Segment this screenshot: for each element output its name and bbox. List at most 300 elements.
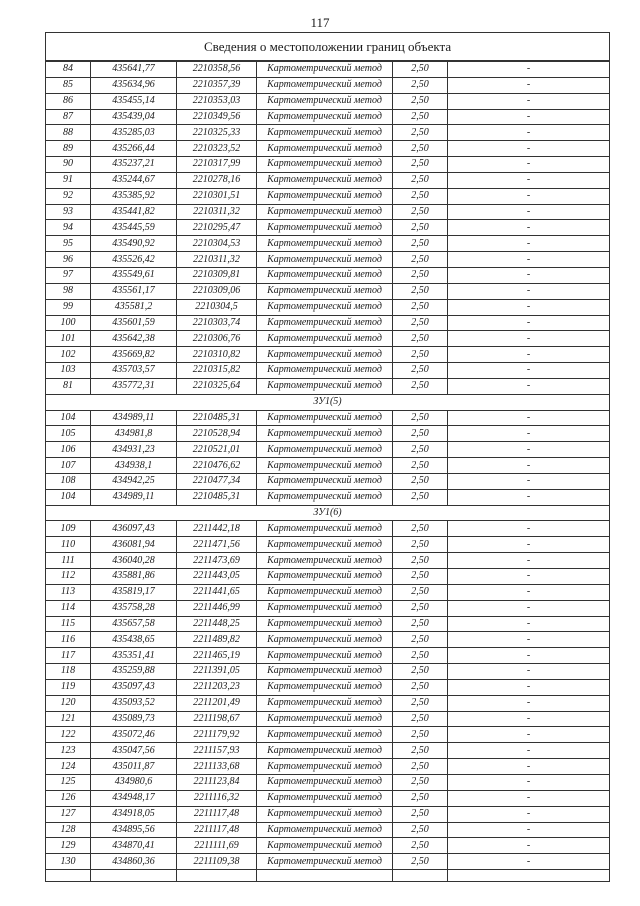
x-coordinate-cell: 434980,6	[91, 774, 177, 790]
y-coordinate-cell: 2211443,05	[177, 569, 257, 585]
point-number-cell: 109	[46, 521, 91, 537]
accuracy-cell: 2,50	[393, 61, 448, 77]
point-number-cell: 121	[46, 711, 91, 727]
y-coordinate-cell: 2211179,92	[177, 727, 257, 743]
point-number-cell: 115	[46, 616, 91, 632]
method-cell: Картометрический метод	[257, 426, 393, 442]
method-cell: Картометрический метод	[257, 299, 393, 315]
accuracy-cell: 2,50	[393, 759, 448, 775]
x-coordinate-cell: 435601,59	[91, 315, 177, 331]
point-number-cell: 124	[46, 759, 91, 775]
accuracy-cell: 2,50	[393, 172, 448, 188]
point-number-cell: 93	[46, 204, 91, 220]
accuracy-cell: 2,50	[393, 521, 448, 537]
note-cell: -	[448, 299, 610, 315]
table-row	[46, 553, 610, 569]
note-cell: -	[448, 664, 610, 680]
table-row	[46, 252, 610, 268]
y-coordinate-cell: 2210301,51	[177, 188, 257, 204]
method-cell: Картометрический метод	[257, 157, 393, 173]
table-row	[46, 77, 610, 93]
y-coordinate-cell: 2210309,06	[177, 283, 257, 299]
table-row	[46, 157, 610, 173]
x-coordinate-cell: 435634,96	[91, 77, 177, 93]
accuracy-cell: 2,50	[393, 141, 448, 157]
y-coordinate-cell: 2210485,31	[177, 410, 257, 426]
method-cell: Картометрический метод	[257, 188, 393, 204]
table-row	[46, 806, 610, 822]
accuracy-cell: 2,50	[393, 648, 448, 664]
x-coordinate-cell: 434918,05	[91, 806, 177, 822]
point-number-cell: 116	[46, 632, 91, 648]
method-cell: Картометрический метод	[257, 616, 393, 632]
point-number-cell: 94	[46, 220, 91, 236]
note-cell: -	[448, 315, 610, 331]
point-number-cell: 126	[46, 790, 91, 806]
table-row	[46, 537, 610, 553]
accuracy-cell: 2,50	[393, 109, 448, 125]
x-coordinate-cell: 434860,36	[91, 854, 177, 870]
accuracy-cell: 2,50	[393, 77, 448, 93]
point-number-cell: 99	[46, 299, 91, 315]
empty-cell	[91, 870, 177, 882]
y-coordinate-cell: 2210528,94	[177, 426, 257, 442]
note-cell: -	[448, 553, 610, 569]
note-cell: -	[448, 584, 610, 600]
table-row	[46, 315, 610, 331]
y-coordinate-cell: 2210323,52	[177, 141, 257, 157]
table-row	[46, 759, 610, 775]
method-cell: Картометрический метод	[257, 537, 393, 553]
y-coordinate-cell: 2210477,34	[177, 473, 257, 489]
note-cell: -	[448, 236, 610, 252]
y-coordinate-cell: 2211117,48	[177, 822, 257, 838]
note-cell: -	[448, 854, 610, 870]
y-coordinate-cell: 2210485,31	[177, 489, 257, 505]
method-cell: Картометрический метод	[257, 77, 393, 93]
accuracy-cell: 2,50	[393, 347, 448, 363]
note-cell: -	[448, 283, 610, 299]
point-number-cell: 105	[46, 426, 91, 442]
y-coordinate-cell: 2211448,25	[177, 616, 257, 632]
x-coordinate-cell: 436081,94	[91, 537, 177, 553]
point-number-cell: 84	[46, 61, 91, 77]
point-number-cell: 90	[46, 157, 91, 173]
y-coordinate-cell: 2211116,32	[177, 790, 257, 806]
x-coordinate-cell: 435441,82	[91, 204, 177, 220]
x-coordinate-cell: 435266,44	[91, 141, 177, 157]
table-row	[46, 569, 610, 585]
table-row	[46, 727, 610, 743]
point-number-cell: 98	[46, 283, 91, 299]
note-cell: -	[448, 410, 610, 426]
method-cell: Картометрический метод	[257, 125, 393, 141]
x-coordinate-cell: 435657,58	[91, 616, 177, 632]
method-cell: Картометрический метод	[257, 743, 393, 759]
point-number-cell: 123	[46, 743, 91, 759]
point-number-cell: 87	[46, 109, 91, 125]
note-cell: -	[448, 141, 610, 157]
note-cell: -	[448, 521, 610, 537]
section-header-row	[46, 394, 610, 410]
y-coordinate-cell: 2211442,18	[177, 521, 257, 537]
accuracy-cell: 2,50	[393, 188, 448, 204]
accuracy-cell: 2,50	[393, 283, 448, 299]
x-coordinate-cell: 435642,38	[91, 331, 177, 347]
table-row	[46, 363, 610, 379]
point-number-cell: 110	[46, 537, 91, 553]
table-row	[46, 141, 610, 157]
y-coordinate-cell: 2211201,49	[177, 695, 257, 711]
accuracy-cell: 2,50	[393, 822, 448, 838]
note-cell: -	[448, 600, 610, 616]
y-coordinate-cell: 2210278,16	[177, 172, 257, 188]
accuracy-cell: 2,50	[393, 363, 448, 379]
point-number-cell: 97	[46, 267, 91, 283]
note-cell: -	[448, 363, 610, 379]
point-number-cell: 125	[46, 774, 91, 790]
x-coordinate-cell: 436040,28	[91, 553, 177, 569]
point-number-cell: 86	[46, 93, 91, 109]
table-row	[46, 378, 610, 394]
note-cell: -	[448, 790, 610, 806]
note-cell: -	[448, 616, 610, 632]
x-coordinate-cell: 435259,88	[91, 664, 177, 680]
accuracy-cell: 2,50	[393, 790, 448, 806]
note-cell: -	[448, 204, 610, 220]
empty-cell	[46, 870, 91, 882]
table-row	[46, 426, 610, 442]
note-cell: -	[448, 442, 610, 458]
note-cell: -	[448, 331, 610, 347]
method-cell: Картометрический метод	[257, 679, 393, 695]
table-row	[46, 822, 610, 838]
x-coordinate-cell: 435439,04	[91, 109, 177, 125]
point-number-cell: 95	[46, 236, 91, 252]
accuracy-cell: 2,50	[393, 473, 448, 489]
table-row	[46, 267, 610, 283]
y-coordinate-cell: 2210303,74	[177, 315, 257, 331]
method-cell: Картометрический метод	[257, 236, 393, 252]
table-row	[46, 125, 610, 141]
x-coordinate-cell: 434989,11	[91, 410, 177, 426]
x-coordinate-cell: 434942,25	[91, 473, 177, 489]
method-cell: Картометрический метод	[257, 93, 393, 109]
method-cell: Картометрический метод	[257, 822, 393, 838]
method-cell: Картометрический метод	[257, 204, 393, 220]
accuracy-cell: 2,50	[393, 616, 448, 632]
x-coordinate-cell: 434870,41	[91, 838, 177, 854]
method-cell: Картометрический метод	[257, 632, 393, 648]
table-row	[46, 854, 610, 870]
x-coordinate-cell: 435526,42	[91, 252, 177, 268]
accuracy-cell: 2,50	[393, 410, 448, 426]
y-coordinate-cell: 2211203,23	[177, 679, 257, 695]
accuracy-cell: 2,50	[393, 378, 448, 394]
table-row	[46, 299, 610, 315]
accuracy-cell: 2,50	[393, 854, 448, 870]
table-title-row	[46, 33, 610, 62]
x-coordinate-cell: 435047,56	[91, 743, 177, 759]
method-cell: Картометрический метод	[257, 473, 393, 489]
x-coordinate-cell: 435285,03	[91, 125, 177, 141]
point-number-cell: 96	[46, 252, 91, 268]
note-cell: -	[448, 822, 610, 838]
method-cell: Картометрический метод	[257, 521, 393, 537]
y-coordinate-cell: 2210310,82	[177, 347, 257, 363]
table-row	[46, 521, 610, 537]
method-cell: Картометрический метод	[257, 838, 393, 854]
note-cell: -	[448, 426, 610, 442]
section-label: ЗУ1(5)	[46, 394, 610, 410]
method-cell: Картометрический метод	[257, 283, 393, 299]
method-cell: Картометрический метод	[257, 553, 393, 569]
x-coordinate-cell: 435758,28	[91, 600, 177, 616]
accuracy-cell: 2,50	[393, 600, 448, 616]
table-row	[46, 204, 610, 220]
note-cell: -	[448, 188, 610, 204]
accuracy-cell: 2,50	[393, 489, 448, 505]
table-row	[46, 109, 610, 125]
table-row	[46, 61, 610, 77]
empty-cell	[257, 870, 393, 882]
x-coordinate-cell: 435244,67	[91, 172, 177, 188]
method-cell: Картометрический метод	[257, 648, 393, 664]
table-row	[46, 442, 610, 458]
method-cell: Картометрический метод	[257, 442, 393, 458]
x-coordinate-cell: 435093,52	[91, 695, 177, 711]
x-coordinate-cell: 435549,61	[91, 267, 177, 283]
accuracy-cell: 2,50	[393, 743, 448, 759]
point-number-cell: 112	[46, 569, 91, 585]
x-coordinate-cell: 435445,59	[91, 220, 177, 236]
x-coordinate-cell: 435703,57	[91, 363, 177, 379]
method-cell: Картометрический метод	[257, 711, 393, 727]
note-cell: -	[448, 695, 610, 711]
empty-cell	[448, 870, 610, 882]
y-coordinate-cell: 2211391,05	[177, 664, 257, 680]
point-number-cell: 122	[46, 727, 91, 743]
point-number-cell: 108	[46, 473, 91, 489]
y-coordinate-cell: 2211123,84	[177, 774, 257, 790]
point-number-cell: 91	[46, 172, 91, 188]
point-number-cell: 127	[46, 806, 91, 822]
method-cell: Картометрический метод	[257, 569, 393, 585]
empty-cell	[393, 870, 448, 882]
accuracy-cell: 2,50	[393, 569, 448, 585]
y-coordinate-cell: 2210349,56	[177, 109, 257, 125]
note-cell: -	[448, 267, 610, 283]
method-cell: Картометрический метод	[257, 331, 393, 347]
table-row	[46, 600, 610, 616]
y-coordinate-cell: 2210311,32	[177, 204, 257, 220]
point-number-cell: 107	[46, 458, 91, 474]
table-row	[46, 283, 610, 299]
note-cell: -	[448, 711, 610, 727]
y-coordinate-cell: 2211198,67	[177, 711, 257, 727]
method-cell: Картометрический метод	[257, 727, 393, 743]
accuracy-cell: 2,50	[393, 236, 448, 252]
accuracy-cell: 2,50	[393, 93, 448, 109]
accuracy-cell: 2,50	[393, 584, 448, 600]
accuracy-cell: 2,50	[393, 632, 448, 648]
boundary-coordinates-table	[45, 32, 610, 882]
point-number-cell: 129	[46, 838, 91, 854]
method-cell: Картометрический метод	[257, 759, 393, 775]
table-row	[46, 172, 610, 188]
note-cell: -	[448, 172, 610, 188]
x-coordinate-cell: 434981,8	[91, 426, 177, 442]
y-coordinate-cell: 2211111,69	[177, 838, 257, 854]
note-cell: -	[448, 743, 610, 759]
empty-cell	[177, 870, 257, 882]
note-cell: -	[448, 125, 610, 141]
accuracy-cell: 2,50	[393, 299, 448, 315]
accuracy-cell: 2,50	[393, 442, 448, 458]
method-cell: Картометрический метод	[257, 267, 393, 283]
x-coordinate-cell: 435455,14	[91, 93, 177, 109]
method-cell: Картометрический метод	[257, 410, 393, 426]
table-row	[46, 458, 610, 474]
note-cell: -	[448, 489, 610, 505]
method-cell: Картометрический метод	[257, 109, 393, 125]
table-row	[46, 489, 610, 505]
note-cell: -	[448, 252, 610, 268]
note-cell: -	[448, 569, 610, 585]
note-cell: -	[448, 806, 610, 822]
note-cell: -	[448, 378, 610, 394]
method-cell: Картометрический метод	[257, 584, 393, 600]
method-cell: Картометрический метод	[257, 378, 393, 394]
table-row	[46, 410, 610, 426]
table-row	[46, 93, 610, 109]
table-row	[46, 188, 610, 204]
method-cell: Картометрический метод	[257, 854, 393, 870]
table-row	[46, 347, 610, 363]
note-cell: -	[448, 838, 610, 854]
y-coordinate-cell: 2210306,76	[177, 331, 257, 347]
y-coordinate-cell: 2210353,03	[177, 93, 257, 109]
note-cell: -	[448, 759, 610, 775]
y-coordinate-cell: 2210315,82	[177, 363, 257, 379]
x-coordinate-cell: 435819,17	[91, 584, 177, 600]
accuracy-cell: 2,50	[393, 553, 448, 569]
point-number-cell: 130	[46, 854, 91, 870]
note-cell: -	[448, 679, 610, 695]
table-row	[46, 584, 610, 600]
y-coordinate-cell: 2211489,82	[177, 632, 257, 648]
x-coordinate-cell: 435881,86	[91, 569, 177, 585]
table-row	[46, 632, 610, 648]
note-cell: -	[448, 61, 610, 77]
table-row	[46, 331, 610, 347]
y-coordinate-cell: 2210304,5	[177, 299, 257, 315]
point-number-cell: 102	[46, 347, 91, 363]
accuracy-cell: 2,50	[393, 315, 448, 331]
table-row	[46, 790, 610, 806]
point-number-cell: 104	[46, 489, 91, 505]
point-number-cell: 128	[46, 822, 91, 838]
method-cell: Картометрический метод	[257, 600, 393, 616]
table-title: Сведения о местоположении границ объекта	[46, 33, 610, 62]
point-number-cell: 92	[46, 188, 91, 204]
note-cell: -	[448, 632, 610, 648]
method-cell: Картометрический метод	[257, 695, 393, 711]
y-coordinate-cell: 2211157,93	[177, 743, 257, 759]
y-coordinate-cell: 2210358,56	[177, 61, 257, 77]
method-cell: Картометрический метод	[257, 790, 393, 806]
accuracy-cell: 2,50	[393, 711, 448, 727]
section-header-row	[46, 505, 610, 521]
point-number-cell: 100	[46, 315, 91, 331]
accuracy-cell: 2,50	[393, 331, 448, 347]
y-coordinate-cell: 2210295,47	[177, 220, 257, 236]
table-row	[46, 743, 610, 759]
accuracy-cell: 2,50	[393, 252, 448, 268]
section-label: ЗУ1(6)	[46, 505, 610, 521]
note-cell: -	[448, 157, 610, 173]
method-cell: Картометрический метод	[257, 347, 393, 363]
note-cell: -	[448, 109, 610, 125]
note-cell: -	[448, 77, 610, 93]
x-coordinate-cell: 436097,43	[91, 521, 177, 537]
method-cell: Картометрический метод	[257, 774, 393, 790]
table-row	[46, 838, 610, 854]
y-coordinate-cell: 2211441,65	[177, 584, 257, 600]
y-coordinate-cell: 2210304,53	[177, 236, 257, 252]
y-coordinate-cell: 2211473,69	[177, 553, 257, 569]
page-number: 117	[310, 15, 330, 30]
table-row	[46, 220, 610, 236]
note-cell: -	[448, 220, 610, 236]
point-number-cell: 118	[46, 664, 91, 680]
x-coordinate-cell: 435669,82	[91, 347, 177, 363]
x-coordinate-cell: 435089,73	[91, 711, 177, 727]
method-cell: Картометрический метод	[257, 315, 393, 331]
method-cell: Картометрический метод	[257, 489, 393, 505]
table-row	[46, 648, 610, 664]
x-coordinate-cell: 434948,17	[91, 790, 177, 806]
note-cell: -	[448, 774, 610, 790]
y-coordinate-cell: 2210476,62	[177, 458, 257, 474]
point-number-cell: 111	[46, 553, 91, 569]
y-coordinate-cell: 2210521,01	[177, 442, 257, 458]
point-number-cell: 89	[46, 141, 91, 157]
point-number-cell: 114	[46, 600, 91, 616]
note-cell: -	[448, 93, 610, 109]
accuracy-cell: 2,50	[393, 695, 448, 711]
accuracy-cell: 2,50	[393, 125, 448, 141]
method-cell: Картометрический метод	[257, 363, 393, 379]
x-coordinate-cell: 435641,77	[91, 61, 177, 77]
y-coordinate-cell: 2211471,56	[177, 537, 257, 553]
accuracy-cell: 2,50	[393, 664, 448, 680]
x-coordinate-cell: 435072,46	[91, 727, 177, 743]
accuracy-cell: 2,50	[393, 426, 448, 442]
y-coordinate-cell: 2210309,81	[177, 267, 257, 283]
accuracy-cell: 2,50	[393, 679, 448, 695]
method-cell: Картометрический метод	[257, 172, 393, 188]
x-coordinate-cell: 435581,2	[91, 299, 177, 315]
y-coordinate-cell: 2211109,38	[177, 854, 257, 870]
accuracy-cell: 2,50	[393, 204, 448, 220]
note-cell: -	[448, 347, 610, 363]
y-coordinate-cell: 2210311,32	[177, 252, 257, 268]
table-row	[46, 695, 610, 711]
point-number-cell: 103	[46, 363, 91, 379]
x-coordinate-cell: 435097,43	[91, 679, 177, 695]
method-cell: Картометрический метод	[257, 141, 393, 157]
